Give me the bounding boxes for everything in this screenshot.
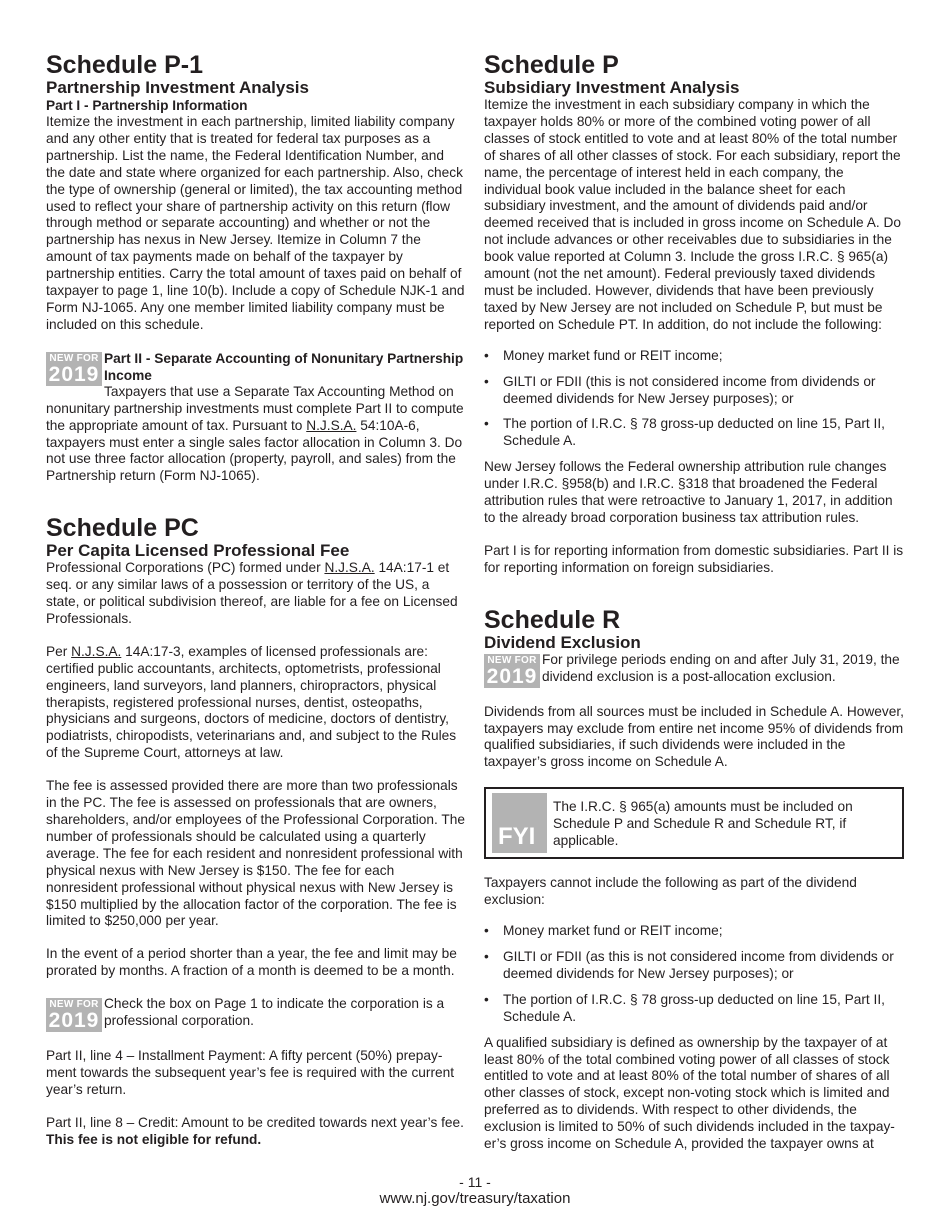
schedule-pc-title: Schedule PC — [46, 514, 199, 543]
schedule-p-paragraph: New Jersey follows the Federal ownership attribution rule changes under I.R.C. §958(b) and I.R.C. §318 that broadened the Federal attribution rules that were retroactive to January 1, 2017, in addition to the already broad corporation business tax attribution rules. — [484, 459, 893, 525]
schedule-r-paragraph: A qualified subsidiary is defined as ownership by the taxpayer of at least 80% of the total combined voting power of all classes of stock entitled to vote and at least 80% of the total number of shares of all other classes of stock, except non-voting stock which is limited and preferred as to dividends. With respect to other dividends, the exclusion is limited to 50% of such dividends included in the taxpayer’s gross income on Schedule A, provided the taxpayer owns at — [484, 1034, 895, 1152]
schedule-pc-paragraph: Professional Corporations (PC) formed under N.J.S.A. 14A:17-1 et seq. or any similar laws of a possession or territory of the US, a state, or political subdivision thereof, are liable for a fee on Licensed Professionals. — [46, 560, 458, 626]
schedule-pc-paragraph: Part II, line 8 – Credit: Amount to be credited towards next year’s fee. This fee is not eligible for refund. — [46, 1114, 464, 1147]
footer-url[interactable]: www.nj.gov/treasury/taxation — [379, 1190, 571, 1207]
list-item: • GILTI or FDII (as this is not considered income from dividends or deemed dividends for New Jersey purposes); or — [484, 949, 904, 983]
schedule-pc-paragraph: In the event of a period shorter than a year, the fee and limit may be prorated by months. A fraction of a month is deemed to be a month. — [46, 946, 457, 979]
schedule-r-paragraph: Dividends from all sources must be included in Schedule A. However, taxpayers may exclude from entire net income 95% of dividends from qualified subsidiaries, if such dividends were included in the taxpayer’s gross income on Schedule A. — [484, 703, 904, 770]
njsa-link: N.J.S.A. — [324, 560, 375, 576]
schedule-p1-title: Schedule P-1 — [46, 51, 203, 79]
schedule-p-subtitle: Subsidiary Investment Analysis — [484, 78, 740, 97]
schedule-p1-part1-text: Itemize the investment in each partnership, limited liability company and any other entity that is treated for federal tax purposes as a partnership. List the name, the Federal Identification Number, and the date and state where organized for each partnership. Also, check the type of ownership (general or limited), the tax accounting method used to reflect your share of partnership activity on this return (flow through method or separate accounting) and whether or not the partnership has nexus in New Jersey. Itemize in Column 7 the amount of tax payments made on behalf of the taxpayer by partnership entities. Carry the total amount of taxes paid on behalf of taxpayer to page 1, line 10(b). Include a copy of Schedule NJK-1 and Form NJ-1065. Any one member limited liability company must be included on this schedule. — [46, 114, 465, 332]
new-for-2019-badge: NEW FOR 2019 — [46, 998, 102, 1032]
right-column — [484, 52, 904, 1153]
schedule-r-subtitle: Dividend Exclusion — [484, 632, 641, 652]
njsa-link: N.J.S.A. — [71, 643, 122, 659]
schedule-r-new-note — [484, 652, 904, 688]
new-for-2019-badge: NEW FOR 2019 — [46, 352, 102, 386]
fyi-text: The I.R.C. § 965(a) amounts must be included on Schedule P and Schedule R and Schedule RT, if applicable. — [553, 799, 853, 849]
page-number: - 11 - — [459, 1174, 491, 1190]
list-item: • The portion of I.R.C. § 78 gross-up deducted on line 15, Part II, Schedule A. — [484, 992, 904, 1026]
list-item: • The portion of I.R.C. § 78 gross-up deducted on line 15, Part II, Schedule A. — [484, 416, 904, 450]
schedule-pc-paragraph: Part II, line 4 – Installment Payment: A fifty percent (50%) prepayment towards the subsequent year’s fee is required with the current year’s return. — [46, 1048, 455, 1097]
schedule-p-exclusion-list — [484, 348, 904, 451]
schedule-pc-subtitle: Per Capita Licensed Professional Fee — [46, 541, 350, 561]
schedule-pc-new-note — [46, 996, 466, 1032]
schedule-pc — [46, 515, 466, 1148]
schedule-p1-part2-text: Taxpayers that use a Separate Tax Accounting Method on nonunitary partnership investments must complete Part II to compute the appropriate amount of tax. Pursuant to N.J.S.A. 54:10A-6, taxpayers must enter a single sales factor allocation in Column 3. Do not use three factor allocation (property, payroll, and sales) from the Partnership return (Form NJ-1065). — [46, 383, 464, 484]
schedule-p1-part2 — [46, 350, 466, 485]
schedule-p1-part1-heading: Part I - Partnership Information — [46, 98, 248, 113]
list-item: • Money market fund or REIT income; — [484, 348, 904, 365]
schedule-r-exclusion-list — [484, 923, 904, 1026]
schedule-p-paragraph: Itemize the investment in each subsidiary company in which the taxpayer holds 80% or more of the combined voting power of all classes of stock entitled to vote and at least 80% of the total number of shares of all other classes of stock. For each subsidiary, report the name, the percentage of interest held in each company, the individual book value included in the balance sheet for each subsidiary investment, and the amount of dividends paid and/or deemed received that is included in gross income on Schedule A. Do not include advances or other receivables due to subsidiaries in the book value reported at Column 3. Include the gross I.R.C. § 965(a) amount (not the net amount). Federal previously taxed dividends must be included. However, dividends that have been previously taxed by New Jersey are not included on Schedule P, but must be reported on Schedule PT. In addition, do not include the following: — [484, 97, 901, 332]
schedule-pc-paragraph: Check the box on Page 1 to indicate the corporation is a professional corporation. — [104, 996, 445, 1029]
fyi-icon: FYI — [492, 793, 547, 853]
new-for-2019-badge: NEW FOR 2019 — [484, 654, 540, 688]
schedule-pc-paragraph: The fee is assessed provided there are more than two professionals in the PC. The fee is assessed on professionals that are owners, shareholders, and/or employees of the Professional Corporation. The number of professionals should be calculated using a quarterly average. The fee for each resident and nonresident professional with physical nexus with New Jersey is $150. The fee for each nonresident professional without physical nexus with New Jersey is $150 multiplied by the allocation factor of the corporation. The fee is limited to $250,000 per year. — [46, 778, 465, 929]
njsa-link: N.J.S.A. — [306, 417, 357, 433]
schedule-p-paragraph: Part I is for reporting information from domestic subsidiaries. Part II is for reporting information on foreign subsidiaries. — [484, 542, 904, 575]
schedule-p-title: Schedule P — [484, 51, 619, 79]
schedule-p1-subtitle: Partnership Investment Analysis — [46, 78, 309, 97]
list-item: • Money market fund or REIT income; — [484, 923, 904, 940]
schedule-r-paragraph: For privilege periods ending on and after July 31, 2019, the dividend exclusion is a post-allocation exclusion. — [542, 651, 900, 684]
schedule-pc-paragraph: Per N.J.S.A. 14A:17-3, examples of licensed professionals are: certified public accountants, architects, optometrists, professional engineers, land surveyors, land planners, chiropractors, physical therapists, registered professional nurses, dentist, osteopaths, physicians and surgeons, doctors of medicine, doctors of dentistry, podiatrists, chiropodists, veterinarians and, and subject to the Rules of the Supreme Court, attorneys at law. — [46, 643, 457, 761]
left-column — [46, 52, 466, 1149]
schedule-p1-part2-heading: Part II - Separate Accounting of Nonunitary Partnership Income — [104, 350, 464, 383]
schedule-r-paragraph: Taxpayers cannot include the following as part of the dividend exclusion: — [484, 875, 857, 908]
list-item: • GILTI or FDII (this is not considered income from dividends or deemed dividends for New Jersey purposes); or — [484, 374, 904, 408]
fyi-box — [484, 787, 904, 859]
schedule-r-title: Schedule R — [484, 605, 621, 634]
schedule-r — [484, 607, 904, 1153]
